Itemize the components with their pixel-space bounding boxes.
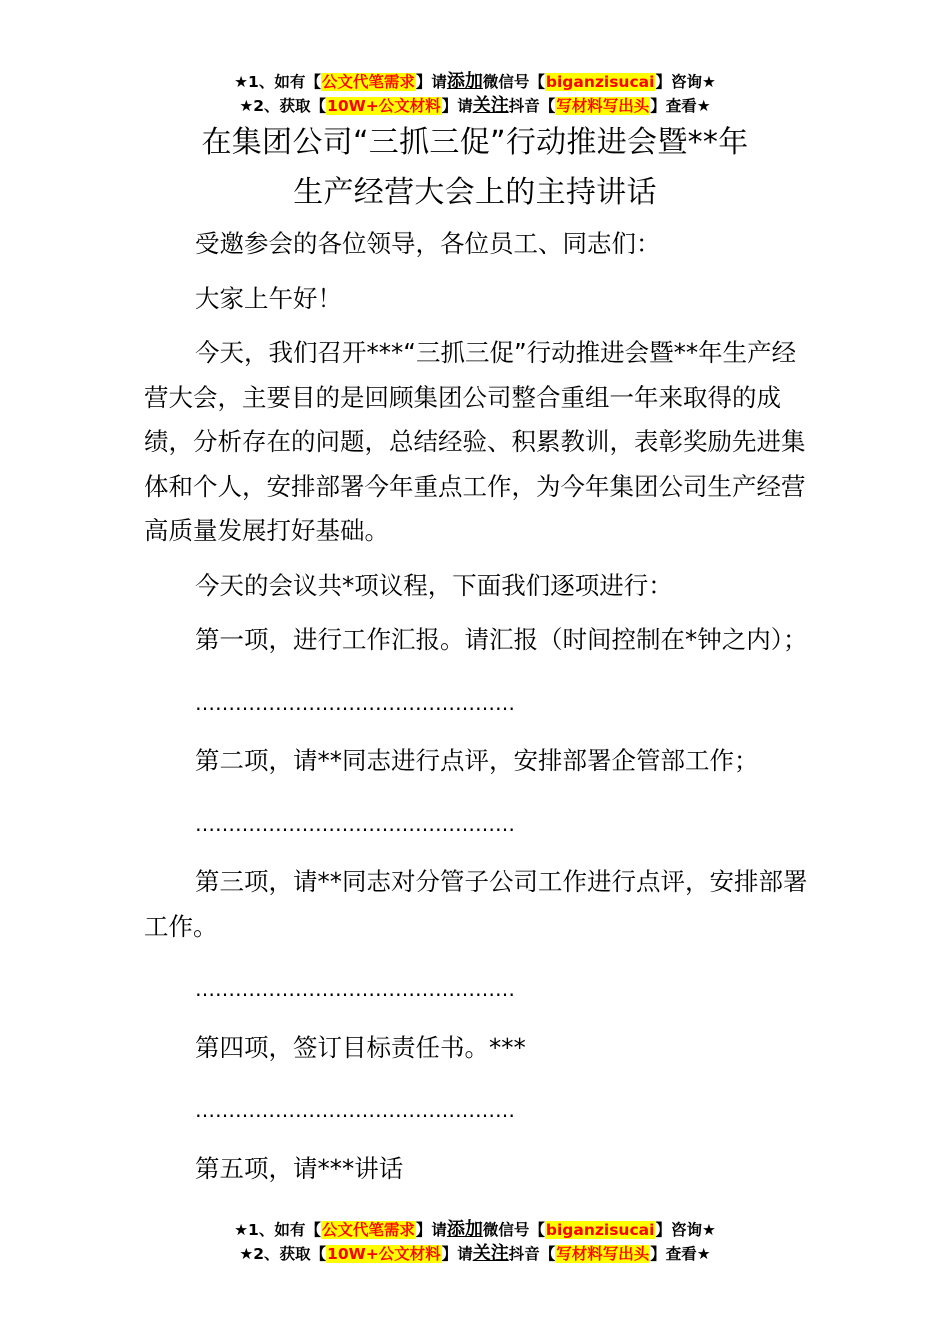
banner-text: 微信号【: [482, 73, 545, 91]
greeting: 大家上午好！: [195, 283, 342, 313]
banner-text: 】咨询★: [655, 1221, 716, 1239]
banner-text: ★2、获取【: [239, 1245, 327, 1263]
banner-emphasis: 关注: [472, 95, 509, 116]
banner-text: ★1、如有【: [234, 1221, 321, 1239]
title-line-2: 生产经营大会上的主持讲话: [293, 175, 657, 210]
banner-line-1: [0, 70, 950, 94]
banner-text: 抖音【: [508, 97, 556, 115]
ellipsis-line: …………………………………………: [195, 1098, 515, 1122]
banner-highlight: 公文代笔需求: [321, 1221, 415, 1239]
agenda-item-3: 第三项，请**同志对分管子公司工作进行点评，安排部署工作。: [144, 867, 808, 941]
agenda-item-2: 第二项，请**同志进行点评，安排部署企管部工作；: [195, 746, 759, 775]
banner-text: 】请: [441, 1245, 473, 1263]
agenda-item-1: 第一项，进行工作汇报。请汇报（时间控制在*钟之内）；: [195, 625, 808, 654]
banner-highlight: 10W+公文材料: [327, 1245, 441, 1263]
banner-text: 微信号【: [482, 1221, 545, 1239]
banner-text: ★2、获取【: [239, 97, 327, 115]
banner-wechat-id: biganzisucai: [545, 73, 655, 91]
banner-text: 】请: [415, 73, 447, 91]
ellipsis-line: …………………………………………: [195, 811, 515, 836]
agenda-intro: 今天的会议共*项议程，下面我们逐项进行：: [195, 570, 673, 600]
banner-text: 】请: [441, 97, 473, 115]
banner-text: 抖音【: [508, 1245, 556, 1263]
bottom-banner: [0, 1218, 950, 1266]
banner-text: 】查看★: [650, 97, 711, 115]
salutation: 受邀参会的各位领导，各位员工、同志们：: [195, 229, 661, 258]
document-title: [0, 118, 950, 218]
document-body: [144, 222, 810, 1201]
banner-highlight: 10W+公文材料: [327, 97, 441, 115]
banner-line-2: [0, 1242, 950, 1266]
banner-text: 】咨询★: [655, 73, 716, 91]
banner-text: 】查看★: [650, 1245, 711, 1263]
banner-wechat-id: biganzisucai: [545, 1221, 655, 1239]
agenda-item-5: 第五项，请***讲话: [195, 1153, 404, 1183]
ellipsis-line: …………………………………………: [195, 690, 515, 715]
banner-text: ★1、如有【: [234, 73, 321, 91]
banner-emphasis: 添加: [446, 1219, 483, 1240]
title-line-1: 在集团公司“三抓三促”行动推进会暨**年: [201, 125, 749, 160]
banner-douyin-id: 写材料写出头: [556, 97, 650, 115]
banner-line-2: [0, 94, 950, 118]
banner-emphasis: 关注: [472, 1243, 509, 1264]
intro-paragraph: 今天，我们召开***“三抓三促”行动推进会暨**年生产经营大会，主要目的是回顾集团公司整合重组一年来取得的成绩，分析存在的问题，总结经验、积累教训，表彰奖励先进集体和个人，安排部署今年重点工作，为今年集团公司生产经营高质量发展打好基础。: [144, 338, 806, 545]
banner-highlight: 公文代笔需求: [321, 73, 415, 91]
banner-text: 】请: [415, 1221, 447, 1239]
banner-line-1: [0, 1218, 950, 1242]
banner-douyin-id: 写材料写出头: [556, 1245, 650, 1263]
ellipsis-line: …………………………………………: [195, 977, 515, 1001]
banner-emphasis: 添加: [446, 71, 483, 92]
top-banner: [0, 70, 950, 118]
agenda-item-4: 第四项，签订目标责任书。***: [195, 1032, 526, 1062]
